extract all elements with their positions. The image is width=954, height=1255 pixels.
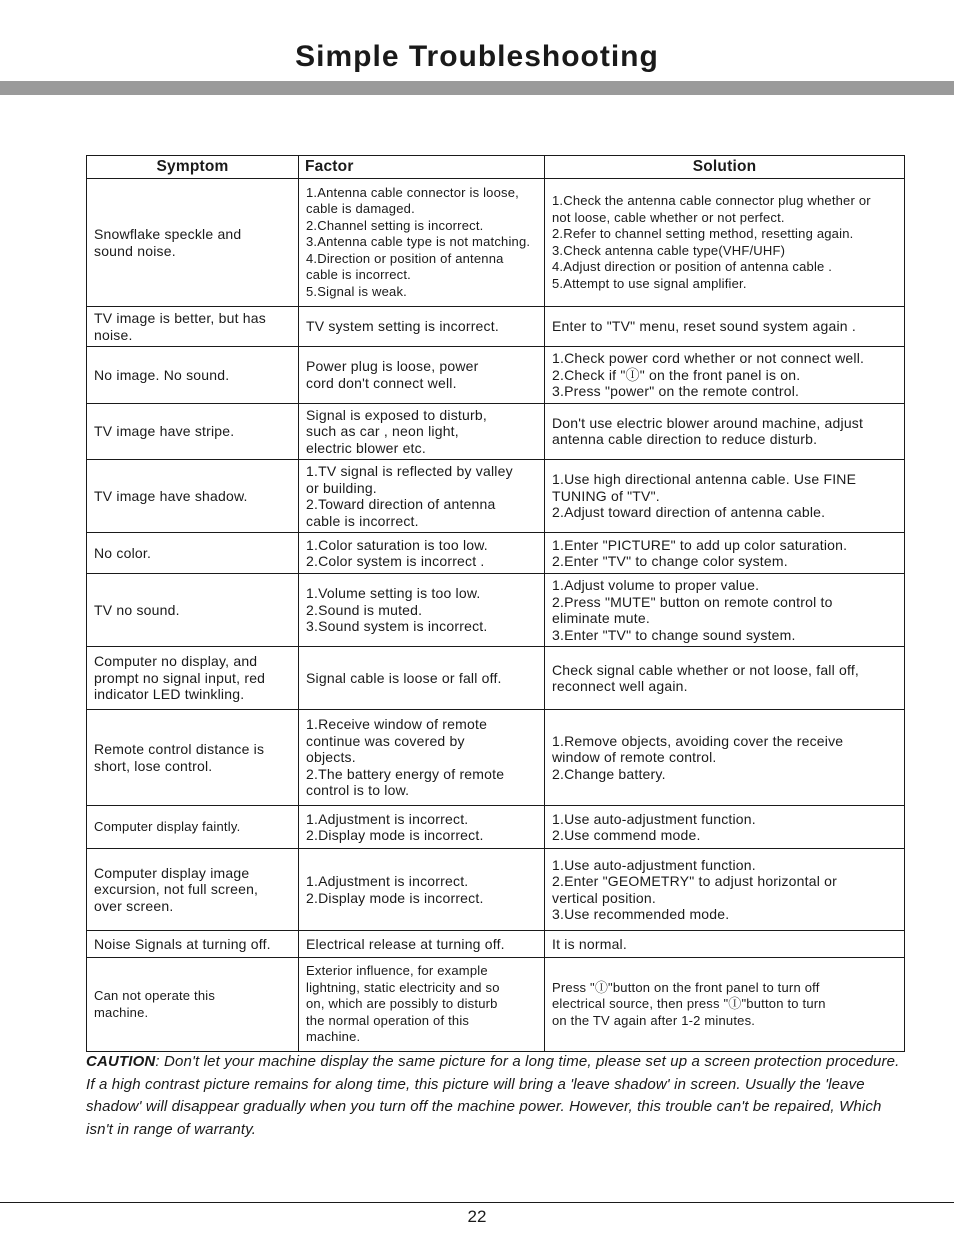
troubleshooting-table bbox=[86, 155, 905, 1052]
caution-note bbox=[86, 1051, 906, 1141]
symptom-cell: Noise Signals at turning off. bbox=[87, 931, 299, 958]
factor-cell: 1.Adjustment is incorrect. 2.Display mode is incorrect. bbox=[299, 849, 545, 931]
symptom-cell: TV no sound. bbox=[87, 574, 299, 647]
factor-cell: Power plug is loose, power cord don't connect well. bbox=[299, 347, 545, 404]
solution-cell: 1.Use auto-adjustment function. 2.Enter "GEOMETRY" to adjust horizontal or vertical position. 3.Use recommended mode. bbox=[545, 849, 905, 931]
table-row bbox=[87, 931, 905, 958]
footer-divider bbox=[0, 1202, 954, 1203]
factor-cell: Signal is exposed to disturb, such as car , neon light, electric blower etc. bbox=[299, 403, 545, 460]
solution-cell: Press "Ⓘ"button on the front panel to turn off electrical source, then press "Ⓘ"button to turn on the TV again after 1-2 minutes. bbox=[545, 958, 905, 1052]
factor-cell: 1.Color saturation is too low. 2.Color system is incorrect . bbox=[299, 533, 545, 574]
caution-label: CAUTION bbox=[86, 1053, 156, 1070]
solution-cell: 1.Check the antenna cable connector plug whether or not loose, cable whether or not perfect. 2.Refer to channel setting method, resetting again. 3.Check antenna cable type(VHF/UHF) 4.Adjust direction or position of antenna cable . 5.Attempt to use signal amplifier. bbox=[545, 179, 905, 307]
table-row bbox=[87, 179, 905, 307]
table-row bbox=[87, 307, 905, 347]
symptom-cell: TV image have stripe. bbox=[87, 403, 299, 460]
table-row bbox=[87, 710, 905, 806]
symptom-cell: Snowflake speckle and sound noise. bbox=[87, 179, 299, 307]
page-title: Simple Troubleshooting bbox=[295, 40, 659, 73]
symptom-cell: Computer no display, and prompt no signal input, red indicator LED twinkling. bbox=[87, 647, 299, 710]
symptom-cell: Computer display faintly. bbox=[87, 806, 299, 849]
table-row bbox=[87, 574, 905, 647]
solution-cell: 1.Use high directional antenna cable. Use FINE TUNING of "TV". 2.Adjust toward direction of antenna cable. bbox=[545, 460, 905, 533]
table-row bbox=[87, 958, 905, 1052]
factor-cell: 1.Receive window of remote continue was covered by objects. 2.The battery energy of remote control is to low. bbox=[299, 710, 545, 806]
table-row bbox=[87, 403, 905, 460]
header-symptom: Symptom bbox=[87, 156, 299, 179]
table-row bbox=[87, 849, 905, 931]
solution-cell: 1.Enter "PICTURE" to add up color saturation. 2.Enter "TV" to change color system. bbox=[545, 533, 905, 574]
solution-cell: 1.Remove objects, avoiding cover the receive window of remote control. 2.Change battery. bbox=[545, 710, 905, 806]
caution-text: : Don't let your machine display the same picture for a long time, please set up a screen protection procedure. If a high contrast picture remains for along time, this picture will bring a 'leave shadow' in screen. Usually the 'leave shadow' will disappear gradually when you turn off the machine power. However, this trouble can't be repaired, Which isn't in range of warranty. bbox=[86, 1053, 900, 1138]
symptom-cell: Remote control distance is short, lose control. bbox=[87, 710, 299, 806]
symptom-cell: TV image have shadow. bbox=[87, 460, 299, 533]
factor-cell: Signal cable is loose or fall off. bbox=[299, 647, 545, 710]
symptom-cell: Can not operate this machine. bbox=[87, 958, 299, 1052]
factor-cell: Exterior influence, for example lightning, static electricity and so on, which are possibly to disturb the normal operation of this machine. bbox=[299, 958, 545, 1052]
table-header-row bbox=[87, 156, 905, 179]
header-bar bbox=[0, 81, 954, 95]
factor-cell: 1.Volume setting is too low. 2.Sound is muted. 3.Sound system is incorrect. bbox=[299, 574, 545, 647]
solution-cell: 1.Use auto-adjustment function. 2.Use commend mode. bbox=[545, 806, 905, 849]
table-row bbox=[87, 533, 905, 574]
symptom-cell: Computer display image excursion, not full screen, over screen. bbox=[87, 849, 299, 931]
header-solution: Solution bbox=[545, 156, 905, 179]
solution-cell: 1.Check power cord whether or not connect well. 2.Check if "Ⓘ" on the front panel is on. 3.Press "power" on the remote control. bbox=[545, 347, 905, 404]
table-row bbox=[87, 647, 905, 710]
symptom-cell: No image. No sound. bbox=[87, 347, 299, 404]
solution-cell: Don't use electric blower around machine, adjust antenna cable direction to reduce disturb. bbox=[545, 403, 905, 460]
solution-cell: Check signal cable whether or not loose, fall off, reconnect well again. bbox=[545, 647, 905, 710]
factor-cell: 1.Adjustment is incorrect. 2.Display mode is incorrect. bbox=[299, 806, 545, 849]
symptom-cell: TV image is better, but has noise. bbox=[87, 307, 299, 347]
solution-cell: It is normal. bbox=[545, 931, 905, 958]
table-row bbox=[87, 460, 905, 533]
solution-cell: 1.Adjust volume to proper value. 2.Press "MUTE" button on remote control to eliminate mute. 3.Enter "TV" to change sound system. bbox=[545, 574, 905, 647]
table-row bbox=[87, 347, 905, 404]
factor-cell: Electrical release at turning off. bbox=[299, 931, 545, 958]
factor-cell: 1.Antenna cable connector is loose, cable is damaged. 2.Channel setting is incorrect. 3.Antenna cable type is not matching. 4.Direction or position of antenna cable is incorrect. 5.Signal is weak. bbox=[299, 179, 545, 307]
symptom-cell: No color. bbox=[87, 533, 299, 574]
table-row bbox=[87, 806, 905, 849]
header-factor: Factor bbox=[299, 156, 545, 179]
factor-cell: 1.TV signal is reflected by valley or building. 2.Toward direction of antenna cable is incorrect. bbox=[299, 460, 545, 533]
solution-cell: Enter to "TV" menu, reset sound system again . bbox=[545, 307, 905, 347]
factor-cell: TV system setting is incorrect. bbox=[299, 307, 545, 347]
page-number: 22 bbox=[467, 1207, 487, 1226]
